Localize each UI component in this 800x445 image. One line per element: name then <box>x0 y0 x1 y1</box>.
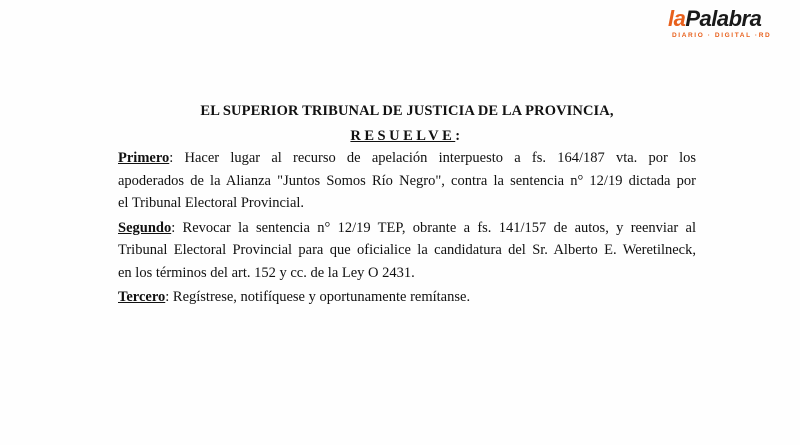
paragraph-label: Primero <box>118 150 170 166</box>
paragraph-line: Tribunal Electoral Provincial para que oficialice la candidatura del Sr. Alberto E. Weretilneck, <box>118 242 696 258</box>
logo-name: Palabra <box>685 6 762 31</box>
logo-prefix: la <box>668 6 686 31</box>
resolve-word: RESUELVE <box>350 128 456 144</box>
line-text: : Regístrese, notifíquese y oportunamente remítanse. <box>165 289 471 305</box>
paragraph-line <box>118 286 696 309</box>
lapalabra-logo[interactable] <box>668 6 772 44</box>
line-text: : Hacer lugar al recurso de apelación interpuesto a fs. 164/187 vta. por los <box>169 150 696 166</box>
resolve-colon: : <box>455 128 464 144</box>
document-title: EL SUPERIOR TRIBUNAL DE JUSTICIA DE LA PROVINCIA, <box>200 103 614 119</box>
paragraph-line: el Tribunal Electoral Provincial. <box>118 195 305 211</box>
logo-wordmark <box>668 6 761 32</box>
line-text: : Revocar la sentencia n° 12/19 TEP, obrante a fs. 141/157 de autos, y reenviar al <box>171 219 696 236</box>
paragraph-primero <box>118 147 696 215</box>
resolve-heading <box>118 125 696 147</box>
paragraph-tercero <box>118 286 696 309</box>
paragraph-line <box>118 147 696 170</box>
paragraph-label: Segundo <box>118 219 172 236</box>
paragraph-line: apoderados de la Alianza "Juntos Somos Río Negro", contra la sentencia n° 12/19 dictada por <box>118 172 696 189</box>
paragraph-segundo <box>118 217 696 285</box>
paragraph-line <box>118 217 696 240</box>
logo-tagline: DIARIO · DIGITAL ·RD <box>672 32 772 39</box>
paragraph-label: Tercero <box>118 289 166 305</box>
paragraph-line: en los términos del art. 152 y cc. de la Ley O 2431. <box>118 264 415 281</box>
resolution-text <box>118 100 696 309</box>
